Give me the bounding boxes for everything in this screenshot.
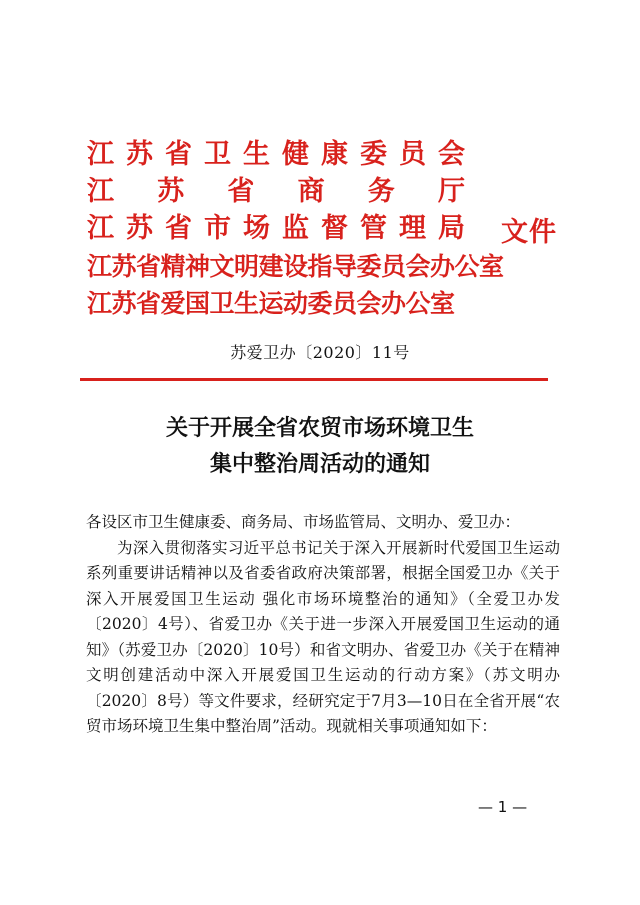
issuing-organizations [87,137,557,322]
org-patriotic-health-office: 江苏省爱国卫生运动委员会办公室 [87,288,455,318]
page-number: — 1 — [478,798,528,816]
org-civilization-office: 江苏省精神文明建设指导委员会办公室 [87,252,504,281]
notice-title [0,410,640,482]
title-line-1: 关于开展全省农贸市场环境卫生 [165,415,474,441]
org-health-commission: 江 苏 省 卫 生 健 康 委 员 会 [87,139,465,170]
salutation: 各设区市卫生健康委、商务局、市场监管局、文明办、爱卫办： [86,513,521,531]
org-market-supervision: 江 苏 省 市 场 监 督 管 理 局 [87,213,465,245]
body-paragraph-1: 为深入贯彻落实习近平总书记关于深入开展新时代爱国卫生运动系列重要讲话精神以及省委省政府决策部署，根据全国爱卫办《关于深入开展爱国卫生运动 强化市场环境整治的通知》（全爱卫办发〔2020〕4号）、省爱卫办《关于进一步深入开展爱国卫生运动的通知》（苏爱卫办〔2020〕10号）和省文明办、省爱卫办《关于在精神文明创建活动中深入开展爱国卫生运动的行动方案》（苏文明办〔2020〕8号）等文件要求，经研究定于7月3—10日在全省开展“农贸市场环境卫生集中整治周”活动。现就相关事项通知如下： [86,538,560,735]
title-line-2: 集中整治周活动的通知 [209,451,430,477]
document-type-label: 文件 [501,217,557,248]
notice-body [86,510,560,740]
org-row-market-supervision [87,210,557,249]
red-divider-line [80,378,548,381]
document-number: 苏爱卫办〔2020〕11号 [230,343,410,362]
org-commerce-department: 江 苏 省 商 务 厅 [87,175,465,207]
